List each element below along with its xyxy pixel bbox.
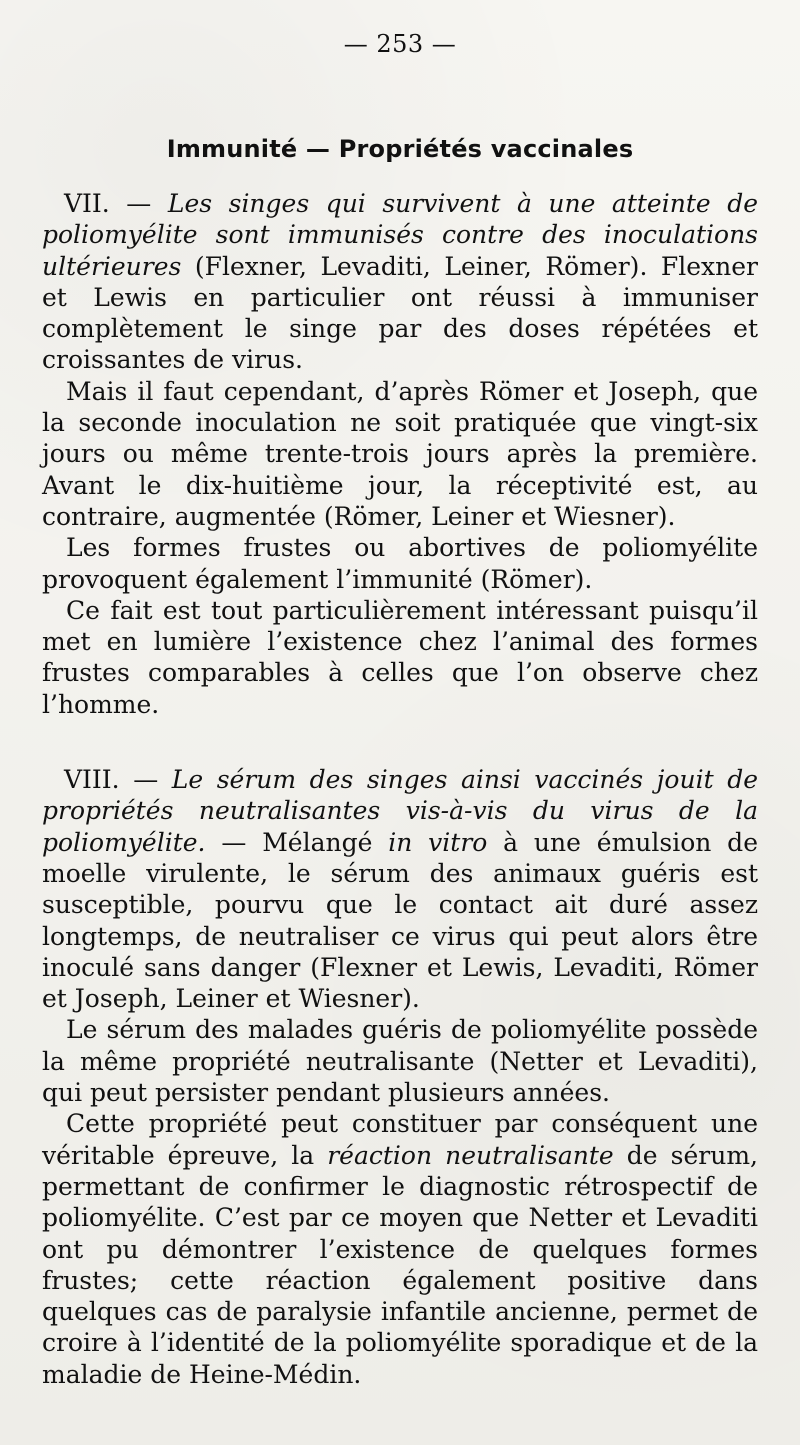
paragraph-fait-interessant: Ce fait est tout particulièrement intéressant puisqu’il met en lumière l’existence chez l’animal des formes frustes comparables à celles que l’on observe chez l’homme. bbox=[42, 595, 758, 719]
paragraph-vii bbox=[42, 188, 758, 376]
paragraph-reaction-italic: réaction neutralisante bbox=[327, 1140, 614, 1170]
paragraph-viii-middle: — Mélangé bbox=[205, 827, 389, 857]
paragraph-vii-italic: Les singes qui survivent à une atteinte de poliomyélite sont immunisés contre des inoculations ultérieures bbox=[42, 189, 758, 281]
paragraph-viii-in-vitro: in vitro bbox=[388, 827, 488, 857]
paragraph-serum-malades: Le sérum des malades guéris de poliomyélite possède la même propriété neutralisante (Netter et Levaditi), qui peut persister pendant plusieurs années. bbox=[42, 1015, 758, 1108]
paragraph-viii-italic: Le sérum des singes ainsi vaccinés jouit de propriétés neutralisantes vis-à-vis du virus de la poliomyélite. bbox=[42, 765, 758, 857]
paragraph-vii-rest: (Flexner, Levaditi, Leiner, Römer). Flexner et Lewis en particulier ont réussi à immuniser complètement le singe par des doses répétées et croissantes de virus. bbox=[42, 251, 758, 375]
paragraph-viii-rest: à une émulsion de moelle virulente, le sérum des animaux guéris est susceptible, pourvu que le contact ait duré assez longtemps, de neutraliser ce virus qui peut alors être inoculé sans danger (Flexner et Lewis, Levaditi, Römer et Joseph, Leiner et Wiesner). bbox=[42, 827, 758, 1014]
paragraph-reaction-before: Cette propriété peut constituer par conséquent une véritable épreuve, la bbox=[42, 1109, 758, 1170]
paragraph-romer-joseph: Mais il faut cependant, d’après Römer et Joseph, que la seconde inoculation ne soit pratiquée que vingt-six jours ou même trente-trois jours après la première. Avant le dix-huitième jour, la réceptivité est, au contraire, augmentée (Römer, Leiner et Wiesner). bbox=[42, 376, 758, 531]
paragraph-reaction-neutralisante bbox=[42, 1108, 758, 1390]
section-heading: Immunité — Propriétés vaccinales bbox=[166, 135, 634, 163]
page-number: — 253 — bbox=[343, 30, 457, 58]
paragraph-viii-prefix: VIII. — bbox=[64, 765, 172, 795]
paragraph-formes-frustes: Les formes frustes ou abortives de poliomyélite provoquent également l’immunité (Römer). bbox=[42, 533, 758, 594]
paragraph-vii-prefix: VII. — bbox=[64, 189, 168, 218]
paragraph-viii bbox=[42, 764, 758, 1014]
paragraph-reaction-after: de sérum, permettant de confirmer le diagnostic rétrospectif de poliomyélite. C’est par ce moyen que Netter et Levaditi ont pu démontrer l’existence de quelques formes frustes; cette réaction également positive dans quelques cas de paralysie infantile ancienne, permet de croire à l’identité de la poliomyélite sporadique et de la maladie de Heine-Médin. bbox=[42, 1140, 758, 1389]
